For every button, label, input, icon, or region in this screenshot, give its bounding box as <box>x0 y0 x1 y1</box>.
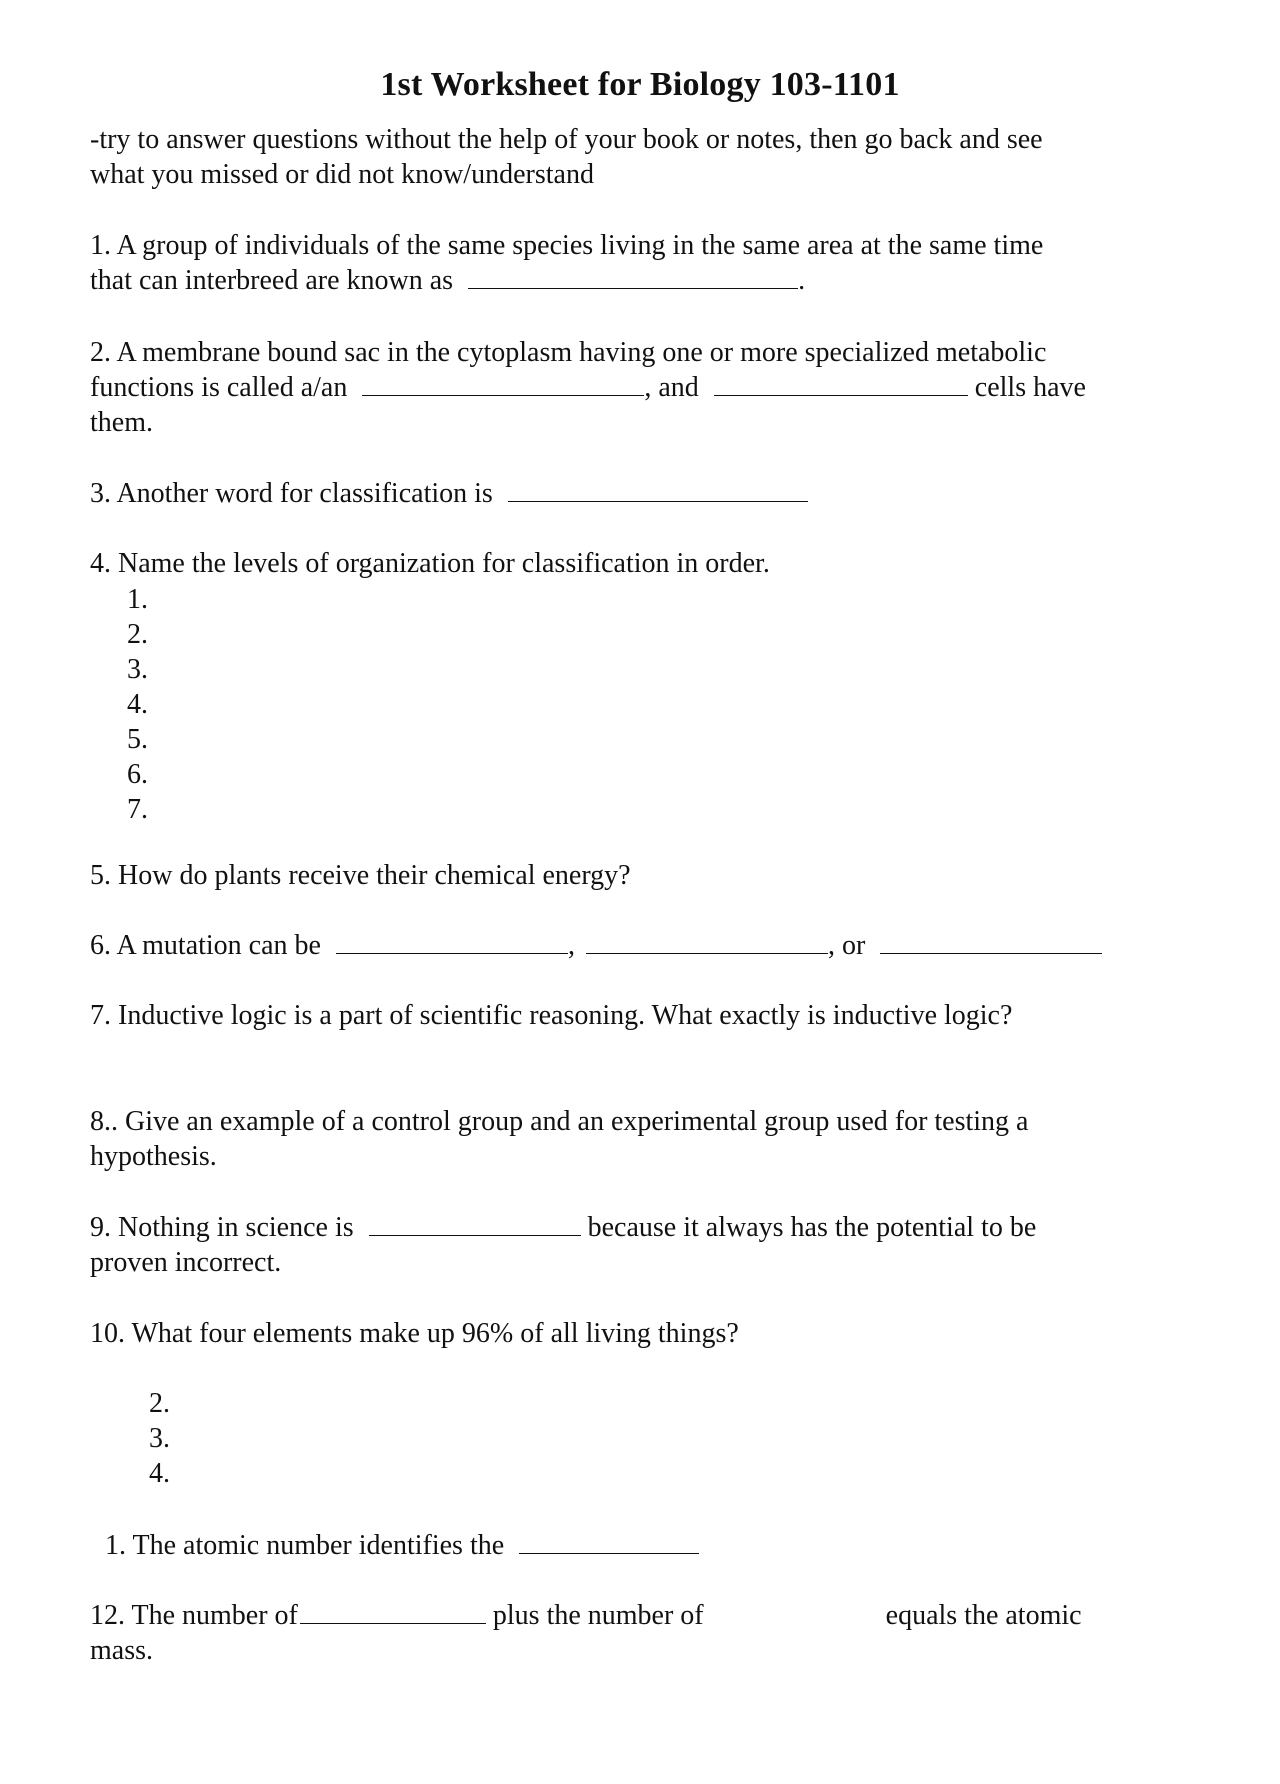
list-item: 5. <box>127 724 148 755</box>
elements-list <box>149 1386 170 1491</box>
question-11-prompt: 1. The atomic number identifies the <box>105 1530 505 1561</box>
question-4: 4. Name the levels of organization for classification in order. <box>90 548 770 579</box>
answer-blank[interactable] <box>586 929 828 954</box>
list-item: 7. <box>127 794 148 825</box>
question-12-line-1 <box>90 1598 1150 1633</box>
question-9-line-2: proven incorrect. <box>90 1247 282 1278</box>
list-item: 1. <box>127 584 148 615</box>
list-item: 2. <box>149 1388 170 1419</box>
question-1-prompt: that can interbreed are known as <box>90 265 454 296</box>
question-2 <box>90 335 1150 440</box>
list-item: 4. <box>149 1458 170 1489</box>
question-2-cells-have: cells have <box>974 372 1086 403</box>
question-12-middle: plus the number of <box>492 1600 704 1631</box>
question-9-line-1 <box>90 1210 1150 1245</box>
worksheet-title: 1st Worksheet for Biology 103-1101 <box>380 66 900 103</box>
question-8 <box>90 1104 1150 1174</box>
question-12 <box>90 1598 1150 1668</box>
question-2-line-2 <box>90 370 1150 405</box>
question-1-period: . <box>798 265 806 296</box>
instructions-line-1: -try to answer questions without the help of your book or notes, then go back and see <box>90 124 1043 155</box>
answer-blank[interactable] <box>336 929 568 954</box>
question-9-continuation: because it always has the potential to be <box>587 1212 1037 1243</box>
classification-levels-list <box>127 582 148 827</box>
question-2-prompt: functions is called a/an <box>90 372 348 403</box>
question-9 <box>90 1210 1150 1280</box>
answer-blank[interactable] <box>508 477 808 502</box>
answer-blank[interactable] <box>369 1211 581 1236</box>
question-7: 7. Inductive logic is a part of scientific reasoning. What exactly is inductive logic? <box>90 1000 1013 1031</box>
instructions <box>90 122 1150 192</box>
answer-blank[interactable] <box>362 371 644 396</box>
list-item: 3. <box>149 1423 170 1454</box>
answer-blank[interactable] <box>519 1529 699 1554</box>
question-8-line-2: hypothesis. <box>90 1141 217 1172</box>
question-3 <box>90 476 1150 511</box>
list-item: 2. <box>127 619 148 650</box>
question-12-line-2: mass. <box>90 1635 153 1666</box>
list-item: 6. <box>127 759 148 790</box>
question-1-line-1: 1. A group of individuals of the same species living in the same area at the same time <box>90 230 1044 261</box>
answer-blank[interactable] <box>714 371 968 396</box>
question-8-line-1: 8.. Give an example of a control group and an experimental group used for testing a <box>90 1106 1029 1137</box>
list-item: 4. <box>127 689 148 720</box>
question-1 <box>90 228 1150 298</box>
answer-blank[interactable] <box>880 929 1102 954</box>
instructions-line-2: what you missed or did not know/understand <box>90 159 594 190</box>
question-2-line-1: 2. A membrane bound sac in the cytoplasm having one or more specialized metabolic <box>90 337 1047 368</box>
answer-blank[interactable] <box>300 1599 486 1624</box>
list-item: 3. <box>127 654 148 685</box>
answer-blank[interactable] <box>468 264 798 289</box>
question-12-prompt: 12. The number of <box>90 1600 298 1631</box>
question-2-line-3: them. <box>90 407 153 438</box>
question-6-comma: , <box>567 930 575 961</box>
question-2-and: , and <box>644 372 699 403</box>
question-1-line-2 <box>90 263 1150 298</box>
question-6-or: , or <box>827 930 866 961</box>
question-10: 10. What four elements make up 96% of all living things? <box>90 1318 739 1349</box>
question-11 <box>105 1528 1165 1563</box>
question-12-end: equals the atomic <box>885 1600 1082 1631</box>
question-6-prompt: 6. A mutation can be <box>90 930 321 961</box>
question-5: 5. How do plants receive their chemical energy? <box>90 860 631 891</box>
question-9-prompt: 9. Nothing in science is <box>90 1212 354 1243</box>
question-6 <box>90 928 1150 963</box>
question-3-prompt: 3. Another word for classification is <box>90 478 493 509</box>
